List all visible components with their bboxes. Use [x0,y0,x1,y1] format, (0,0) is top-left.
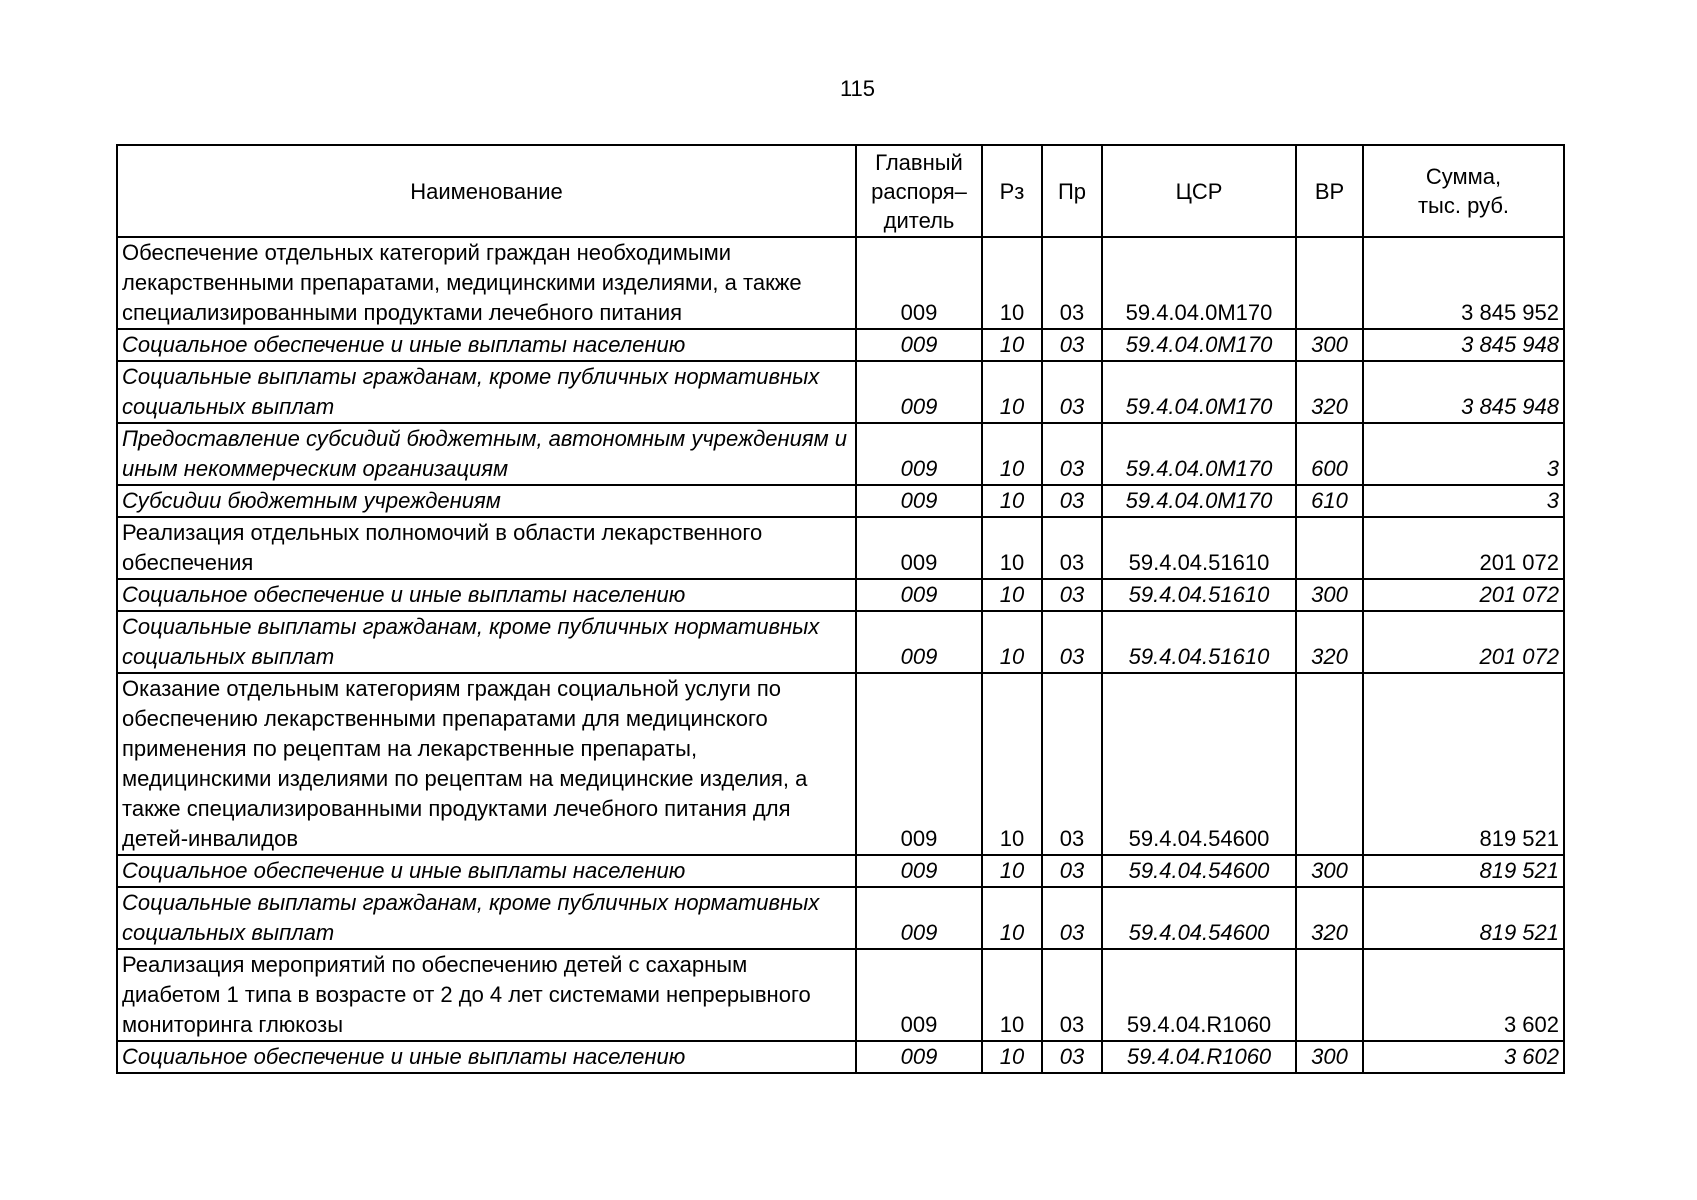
row-main-manager: 009 [856,673,982,855]
row-sum: 201 072 [1363,611,1564,673]
row-expense-type: 610 [1296,485,1363,517]
table-row [117,949,1564,1041]
row-name: Социальное обеспечение и иные выплаты населению [117,579,856,611]
row-section: 10 [982,949,1042,1041]
page-number: 115 [839,76,876,101]
row-main-manager: 009 [856,949,982,1041]
row-section: 10 [982,887,1042,949]
header-expense-type: ВР [1296,145,1363,237]
row-target-article: 59.4.04.54600 [1102,673,1296,855]
table-row [117,579,1564,611]
row-expense-type: 300 [1296,329,1363,361]
row-subsection: 03 [1042,1041,1102,1073]
row-main-manager: 009 [856,887,982,949]
row-sum: 3 845 952 [1363,237,1564,329]
row-name: Социальное обеспечение и иные выплаты населению [117,855,856,887]
row-subsection: 03 [1042,855,1102,887]
row-expense-type: 600 [1296,423,1363,485]
row-name: Реализация отдельных полномочий в области лекарственного обеспечения [117,517,856,579]
row-subsection: 03 [1042,517,1102,579]
row-sum: 3 845 948 [1363,329,1564,361]
row-section: 10 [982,485,1042,517]
header-main-manager-line1: Главный [875,149,963,175]
table-row [117,855,1564,887]
row-expense-type: 300 [1296,1041,1363,1073]
row-target-article: 59.4.04.0М170 [1102,423,1296,485]
row-target-article: 59.4.04.R1060 [1102,1041,1296,1073]
table-row [117,673,1564,855]
row-target-article: 59.4.04.R1060 [1102,949,1296,1041]
row-subsection: 03 [1042,361,1102,423]
row-section: 10 [982,673,1042,855]
table-row [117,1041,1564,1073]
row-subsection: 03 [1042,949,1102,1041]
header-subsection: Пр [1042,145,1102,237]
header-name: Наименование [117,145,856,237]
row-sum: 201 072 [1363,579,1564,611]
row-main-manager: 009 [856,485,982,517]
row-expense-type [1296,949,1363,1041]
header-section: Рз [982,145,1042,237]
row-name: Субсидии бюджетным учреждениям [117,485,856,517]
row-sum: 819 521 [1363,855,1564,887]
row-section: 10 [982,1041,1042,1073]
row-sum: 819 521 [1363,887,1564,949]
row-section: 10 [982,579,1042,611]
row-target-article: 59.4.04.51610 [1102,579,1296,611]
row-name: Реализация мероприятий по обеспечению детей с сахарным диабетом 1 типа в возрасте от 2 до 4 лет системами непрерывного мониторинга глюкозы [117,949,856,1041]
header-sum-line2: тыс. руб. [1417,193,1510,218]
table-row [117,887,1564,949]
row-section: 10 [982,329,1042,361]
table-row [117,485,1564,517]
row-name: Социальные выплаты гражданам, кроме публичных нормативных социальных выплат [117,887,856,949]
row-name: Социальное обеспечение и иные выплаты населению [117,1041,856,1073]
row-sum: 3 602 [1363,949,1564,1041]
row-target-article: 59.4.04.54600 [1102,887,1296,949]
row-target-article: 59.4.04.0М170 [1102,361,1296,423]
row-name: Обеспечение отдельных категорий граждан необходимыми лекарственными препаратами, медицинскими изделиями, а также специализированными продуктами лечебного питания [117,237,856,329]
row-expense-type: 300 [1296,855,1363,887]
row-name: Социальное обеспечение и иные выплаты населению [117,329,856,361]
row-subsection: 03 [1042,423,1102,485]
row-main-manager: 009 [856,329,982,361]
row-expense-type [1296,673,1363,855]
header-sum-line1: Сумма, [1425,164,1502,189]
row-main-manager: 009 [856,611,982,673]
table-row [117,329,1564,361]
header-row [117,145,1564,237]
row-main-manager: 009 [856,855,982,887]
row-section: 10 [982,611,1042,673]
header-target-article: ЦСР [1102,145,1296,237]
budget-table [116,144,1565,1074]
row-section: 10 [982,237,1042,329]
row-expense-type: 320 [1296,611,1363,673]
row-expense-type [1296,517,1363,579]
row-target-article: 59.4.04.54600 [1102,855,1296,887]
row-sum: 3 602 [1363,1041,1564,1073]
table-row [117,517,1564,579]
row-target-article: 59.4.04.0М170 [1102,485,1296,517]
row-sum: 3 [1363,485,1564,517]
header-main-manager-line3: дитель [883,207,955,233]
row-main-manager: 009 [856,237,982,329]
row-subsection: 03 [1042,485,1102,517]
row-subsection: 03 [1042,237,1102,329]
row-target-article: 59.4.04.0М170 [1102,237,1296,329]
row-section: 10 [982,423,1042,485]
header-main-manager-line2: распоря– [871,178,967,204]
table-row [117,423,1564,485]
header-main-manager [856,145,982,237]
table-body [117,237,1564,1073]
row-subsection: 03 [1042,611,1102,673]
row-expense-type [1296,237,1363,329]
row-subsection: 03 [1042,579,1102,611]
table-row [117,361,1564,423]
row-subsection: 03 [1042,673,1102,855]
row-main-manager: 009 [856,1041,982,1073]
row-name: Предоставление субсидий бюджетным, автономным учреждениям и иным некоммерческим организациям [117,423,856,485]
row-name: Социальные выплаты гражданам, кроме публичных нормативных социальных выплат [117,361,856,423]
table-row [117,611,1564,673]
row-name: Оказание отдельным категориям граждан социальной услуги по обеспечению лекарственными препаратами для медицинского применения по рецептам на лекарственные препараты, медицинскими изделиями по рецептам на медицинские изделия, а также специализированными продуктами лечебного питания для детей-инвалидов [117,673,856,855]
row-main-manager: 009 [856,423,982,485]
row-section: 10 [982,361,1042,423]
row-sum: 819 521 [1363,673,1564,855]
row-section: 10 [982,517,1042,579]
row-expense-type: 320 [1296,361,1363,423]
row-subsection: 03 [1042,329,1102,361]
row-sum: 201 072 [1363,517,1564,579]
row-section: 10 [982,855,1042,887]
row-expense-type: 320 [1296,887,1363,949]
row-main-manager: 009 [856,579,982,611]
row-sum: 3 845 948 [1363,361,1564,423]
row-sum: 3 [1363,423,1564,485]
row-subsection: 03 [1042,887,1102,949]
row-target-article: 59.4.04.51610 [1102,517,1296,579]
row-target-article: 59.4.04.51610 [1102,611,1296,673]
row-name: Социальные выплаты гражданам, кроме публичных нормативных социальных выплат [117,611,856,673]
row-expense-type: 300 [1296,579,1363,611]
row-main-manager: 009 [856,517,982,579]
table-row [117,237,1564,329]
row-main-manager: 009 [856,361,982,423]
header-sum [1363,145,1564,237]
row-target-article: 59.4.04.0М170 [1102,329,1296,361]
